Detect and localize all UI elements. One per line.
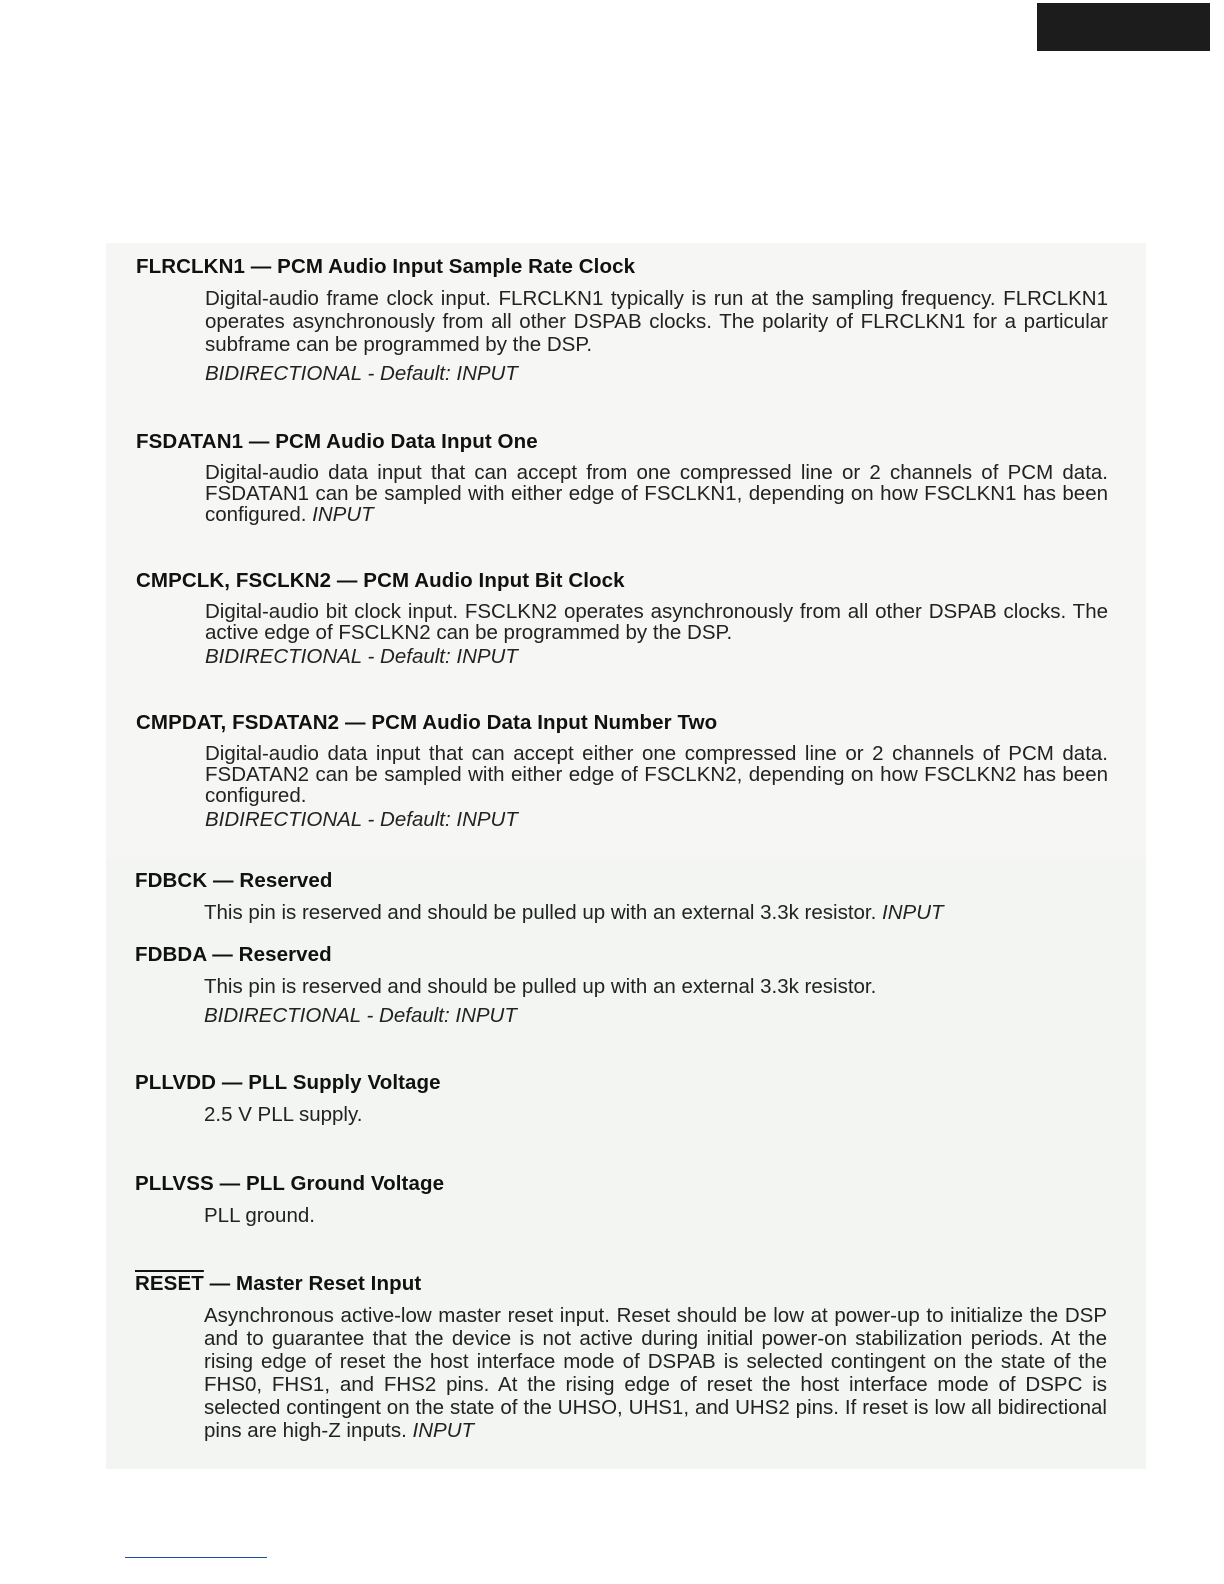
pin-entry-fsclkn2 <box>136 569 1108 669</box>
pin-entry-fsdatan1 <box>136 430 1108 525</box>
pin-description: Digital-audio bit clock input. FSCLKN2 operates asynchronously from all other DSPAB clocks. The active edge of FSCLKN2 can be programmed by the DSP. <box>205 600 1108 644</box>
pin-entry-fdbda <box>135 943 1107 1028</box>
pin-direction: INPUT <box>312 503 374 526</box>
pin-entry-flrclkn1 <box>136 255 1108 386</box>
pin-title: CMPCLK, FSCLKN2 — PCM Audio Input Bit Clock <box>136 569 625 592</box>
pin-description: 2.5 V PLL supply. <box>204 1103 363 1126</box>
pin-entry-fsdatan2 <box>136 711 1108 832</box>
pin-description: PLL ground. <box>204 1204 315 1227</box>
pin-description: Digital-audio data input that can accept from one compressed line or 2 channels of PCM data. FSDATAN1 can be sampled with either edge of FSCLKN1, depending on how FSCLKN1 has been configured. INPUT <box>205 461 1108 526</box>
pin-title: FDBCK — Reserved <box>135 869 333 892</box>
pin-title: FLRCLKN1 — PCM Audio Input Sample Rate Clock <box>136 255 636 278</box>
pin-direction: INPUT <box>882 901 944 924</box>
pin-direction: BIDIRECTIONAL - Default: INPUT <box>204 1004 517 1027</box>
pin-entry-pllvdd <box>135 1071 1107 1126</box>
pin-title: RESET — Master Reset Input <box>135 1272 422 1295</box>
pin-title: PLLVDD — PLL Supply Voltage <box>135 1071 441 1094</box>
pin-direction: BIDIRECTIONAL - Default: INPUT <box>205 808 518 831</box>
pin-title: CMPDAT, FSDATAN2 — PCM Audio Data Input Number Two <box>136 711 718 734</box>
pin-description: This pin is reserved and should be pulled up with an external 3.3k resistor. INPUT <box>204 901 944 924</box>
pin-direction: INPUT <box>412 1419 475 1442</box>
pin-description: Digital-audio frame clock input. FLRCLKN1 typically is run at the sampling frequency. FLRCLKN1 operates asynchronously from all other DSPAB clocks. The polarity of FLRCLKN1 for a particular subframe can be programmed by the DSP. <box>205 287 1108 356</box>
pin-description: Digital-audio data input that can accept either one compressed line or 2 channels of PCM data. FSDATAN2 can be sampled with either edge of FSCLKN2, depending on how FSCLKN2 has been configured. <box>205 742 1108 807</box>
corner-tab <box>1037 3 1210 51</box>
pin-entry-fdbck <box>135 869 1107 924</box>
pin-description: Asynchronous active-low master reset input. Reset should be low at power-up to initialize the DSP and to guarantee that the device is not active during initial power-on stabilization periods. At the rising edge of reset the host interface mode of DSPAB is selected contingent on the state of the FHS0, FHS1, and FHS2 pins. At the rising edge of reset the host interface mode of DSPC is selected contingent on the state of the UHSO, UHS1, and UHS2 pins. If reset is low all bidirectional pins are high-Z inputs. INPUT <box>204 1304 1107 1442</box>
pin-description: This pin is reserved and should be pulled up with an external 3.3k resistor. <box>204 975 877 998</box>
footer-rule <box>125 1557 267 1558</box>
pin-signal-name: RESET <box>135 1272 204 1295</box>
pin-title: FDBDA — Reserved <box>135 943 332 966</box>
pin-direction: BIDIRECTIONAL - Default: INPUT <box>205 362 518 385</box>
pin-entry-pllvss <box>135 1172 1107 1227</box>
pin-title: FSDATAN1 — PCM Audio Data Input One <box>136 430 538 453</box>
pin-entry-reset <box>135 1272 1107 1442</box>
pin-title: PLLVSS — PLL Ground Voltage <box>135 1172 445 1195</box>
pin-direction: BIDIRECTIONAL - Default: INPUT <box>205 645 518 668</box>
